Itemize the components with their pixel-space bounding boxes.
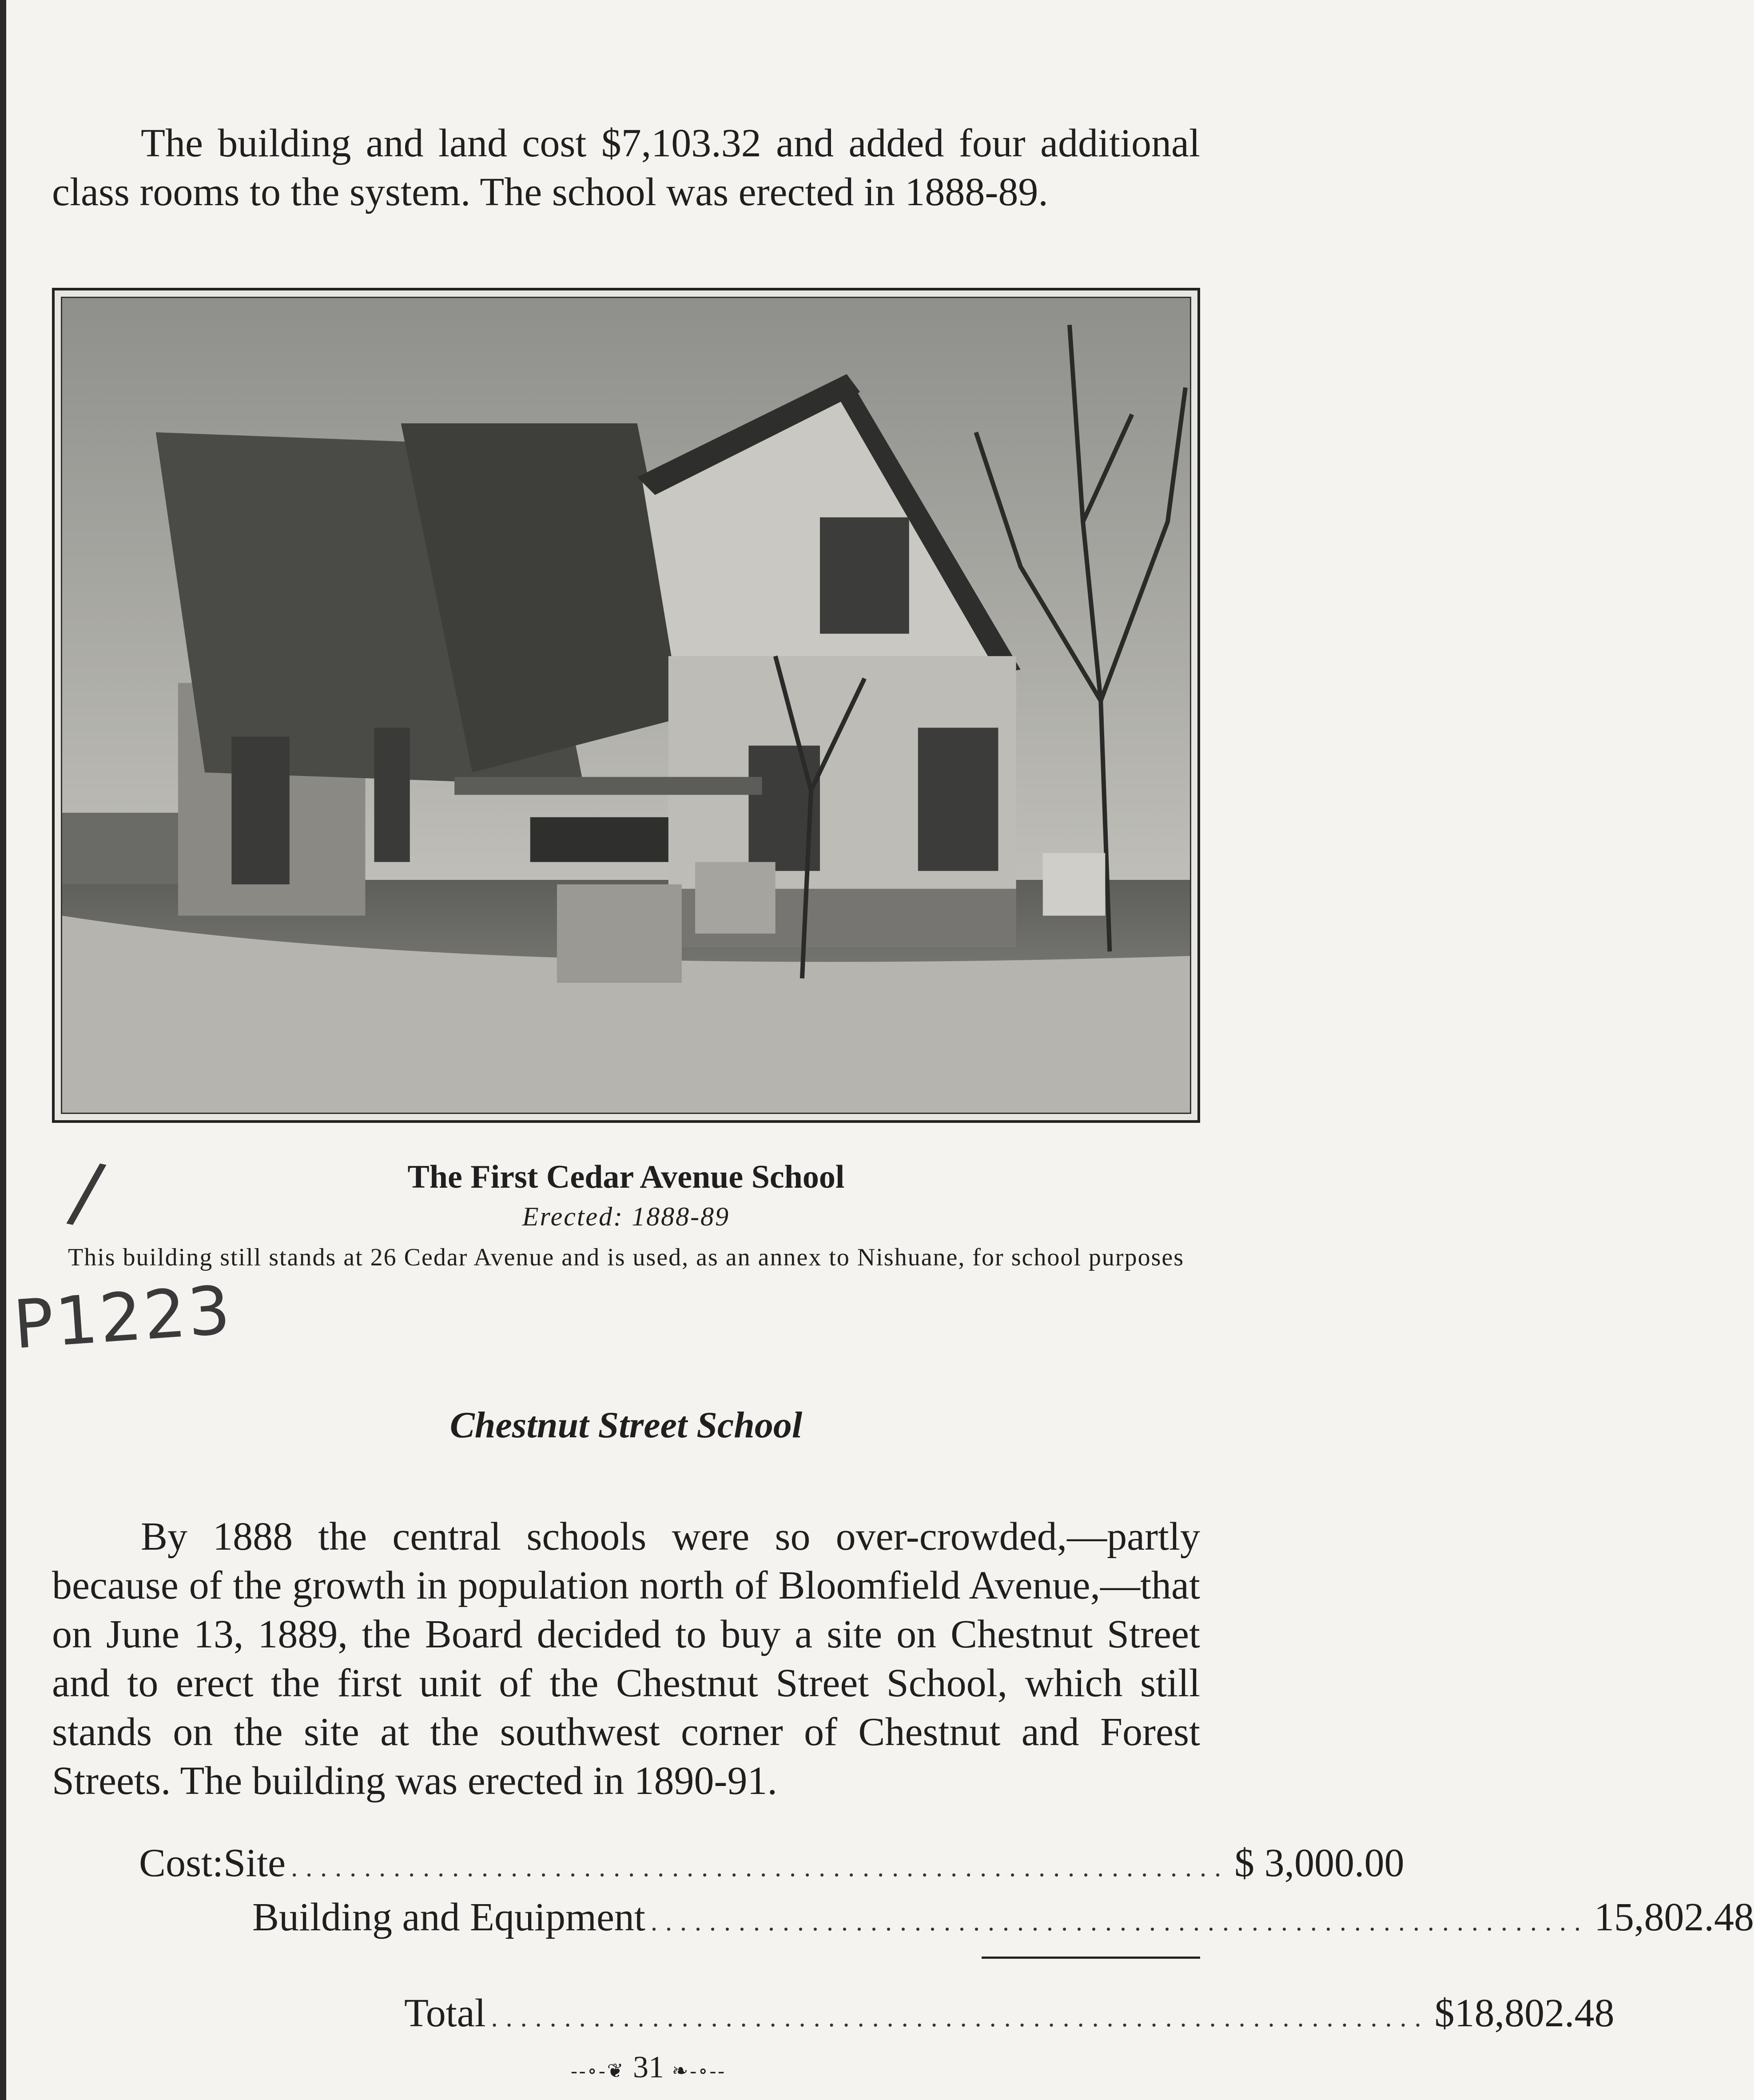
photo-caption-erected: Erected: 1888-89	[522, 1202, 730, 1231]
school-photograph	[52, 288, 1200, 1123]
leader-dots: ................................................................	[491, 2003, 1429, 2032]
cost-label: Building and Equipment	[252, 1895, 645, 1939]
cost-row-total	[404, 1989, 1615, 2042]
leader-dots: ................................................................	[650, 1907, 1589, 1936]
photo-caption-note: This building still stands at 26 Cedar Avenue and is used, as an annex to Nishuane, for school purposes	[68, 1244, 1185, 1271]
cost-prefix: Cost:	[139, 1841, 224, 1885]
section-heading: Chestnut Street School	[449, 1404, 803, 1446]
cost-row-building	[252, 1893, 1754, 1946]
cost-amount: $ 3,000.00	[1234, 1841, 1404, 1885]
section-paragraph-text: By 1888 the central schools were so over-crowded,—partly because of the growth in population north of Bloomfield Avenue,—that on June 13, 1889, the Board decided to buy a site on Chestnut Street and to erect the first unit of the Chestnut Street School, which still stands on the site at the southwest corner of Chestnut and Forest Streets. The building was erected in 1890-91.	[52, 1515, 1200, 1803]
intro-paragraph	[52, 119, 1200, 217]
handwritten-catalog-number: P1223	[11, 1272, 235, 1364]
page-number	[560, 2050, 737, 2085]
total-amount: $18,802.48	[1434, 1991, 1615, 2035]
photograph-image	[61, 297, 1191, 1114]
cost-label: Site	[223, 1841, 286, 1885]
intro-paragraph-text: The building and land cost $7,103.32 and added four additional class rooms to the system. The school was erected in 1888-89.	[52, 121, 1200, 214]
page-number-text: 31	[633, 2050, 664, 2084]
total-rule	[982, 1957, 1200, 1959]
section-paragraph	[52, 1512, 1200, 1806]
ornament-right: ❧-∘--	[672, 2060, 726, 2082]
total-label: Total	[404, 1991, 486, 2035]
house-illustration	[62, 298, 1190, 1113]
cost-row-site	[139, 1839, 1404, 1892]
handwritten-slash: /	[64, 1144, 110, 1241]
cost-amount: 15,802.48	[1594, 1895, 1754, 1939]
ornament-left: --∘-❦	[571, 2060, 625, 2082]
photo-caption-title: The First Cedar Avenue School	[407, 1159, 845, 1195]
leader-dots: ................................................................	[291, 1853, 1229, 1882]
